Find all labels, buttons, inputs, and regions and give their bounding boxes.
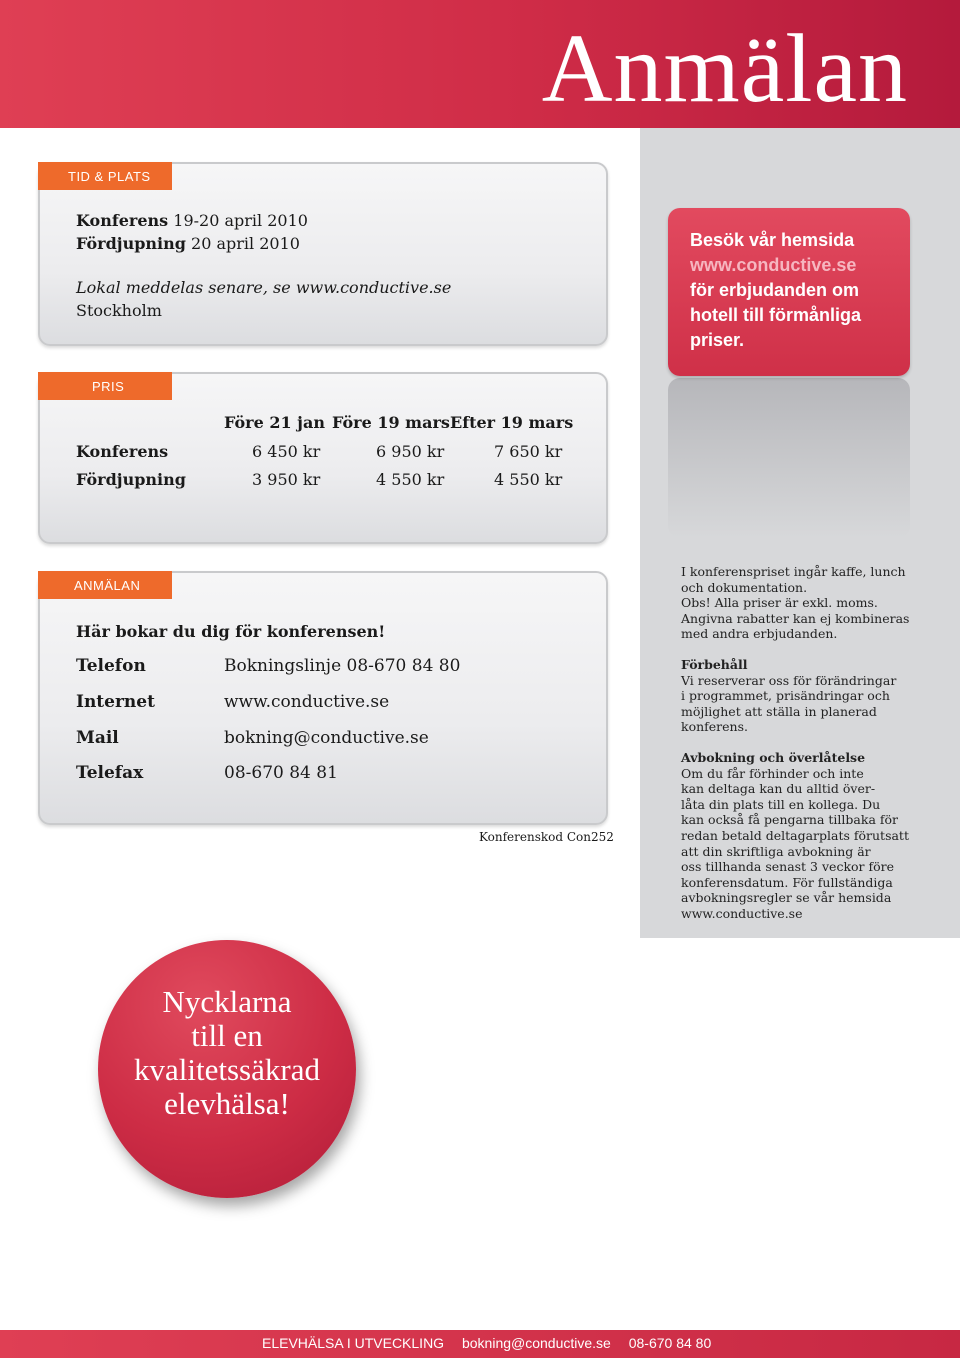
- slogan-line: elevhälsa!: [164, 1086, 290, 1121]
- konferens-label: Konferens: [76, 211, 169, 230]
- konferens-date: 19-20 april 2010: [173, 211, 308, 230]
- konferenskod: Konferenskod Con252: [479, 830, 614, 844]
- footer-email-link[interactable]: bokning@conductive.se: [461, 1335, 611, 1351]
- avbokning-title: Avbokning och överlåtelse: [681, 749, 866, 765]
- promo-line-5: priser.: [690, 330, 745, 350]
- contact-label: Telefax: [76, 763, 144, 783]
- anmalan-tab: ANMÄLAN: [38, 571, 172, 599]
- mail-link[interactable]: bokning@conductive.se: [224, 728, 429, 748]
- info-url-link[interactable]: www.conductive.se: [681, 905, 803, 921]
- slogan-line: till en: [191, 1018, 263, 1053]
- price-cell: 3 950 kr: [252, 470, 321, 489]
- promo-reflection: [668, 378, 910, 538]
- info-line: oss tillhanda senast 3 veckor före: [681, 859, 895, 875]
- price-row-label: Fördjupning: [76, 470, 186, 489]
- info-line: Obs! Alla priser är exkl. moms.: [681, 595, 878, 611]
- info-line: kan också få pengarna tillbaka för: [681, 812, 898, 828]
- fordjupning-date: 20 april 2010: [191, 234, 300, 253]
- telefax-value: 08-670 84 81: [224, 763, 338, 783]
- fordjupning-label: Fördjupning: [76, 234, 186, 253]
- price-cell: 6 950 kr: [376, 442, 445, 461]
- slogan-line: Nycklarna: [162, 984, 292, 1019]
- promo-line-1: Besök vår hemsida: [690, 230, 855, 250]
- footer-phone: 08-670 84 80: [628, 1335, 712, 1351]
- info-line: kan deltaga kan du alltid över-: [681, 781, 876, 797]
- info-line: med andra erbjudanden.: [681, 626, 838, 642]
- info-line: låta din plats till en kollega. Du: [681, 796, 881, 812]
- info-line: redan betald deltagarplats förutsatt: [681, 827, 909, 843]
- info-line: i programmet, prisändringar och: [681, 688, 890, 704]
- slogan-text: [98, 985, 356, 1121]
- footer-brand: ELEVHÄLSA I UTVECKLING: [262, 1335, 445, 1351]
- info-line: Vi reserverar oss för förändringar: [681, 672, 897, 688]
- tid-plats-tab: TID & PLATS: [38, 162, 172, 190]
- info-line: avbokningsregler se vår hemsida: [681, 890, 892, 906]
- info-line: I konferenspriset ingår kaffe, lunch: [681, 564, 906, 579]
- price-cell: 4 550 kr: [494, 470, 563, 489]
- info-line: och dokumentation.: [681, 579, 808, 595]
- promo-line-4: hotell till förmånliga: [690, 305, 862, 325]
- price-cell: 6 450 kr: [252, 442, 321, 461]
- pris-tab: PRIS: [38, 372, 172, 400]
- promo-box: [668, 208, 910, 376]
- contact-label: Mail: [76, 728, 119, 748]
- page-title: Anmälan: [541, 15, 908, 123]
- slogan-line: kvalitetssäkrad: [134, 1052, 320, 1087]
- contact-label: Telefon: [76, 656, 146, 676]
- info-line: Om du får förhinder och inte: [681, 765, 864, 781]
- footer-text: [262, 1335, 725, 1351]
- internet-link[interactable]: www.conductive.se: [224, 692, 390, 712]
- price-col-3: Efter 19 mars: [450, 413, 574, 432]
- telefon-value[interactable]: Bokningslinje 08-670 84 80: [224, 656, 461, 676]
- contact-label: Internet: [76, 692, 155, 712]
- info-line: Angivna rabatter kan ej kombineras: [681, 610, 910, 626]
- lokal-text: Lokal meddelas senare, se www.conductive.se: [76, 278, 452, 297]
- fordjupning-date-line: [76, 232, 300, 255]
- price-row-label: Konferens: [76, 442, 169, 461]
- price-cell: 4 550 kr: [376, 470, 445, 489]
- info-line: konferens.: [681, 719, 748, 735]
- konferens-date-line: [76, 209, 308, 232]
- price-col-2: Före 19 mars: [332, 413, 450, 432]
- price-cell: 7 650 kr: [494, 442, 563, 461]
- info-line: konferensdatum. För fullständiga: [681, 874, 893, 890]
- stad-text: Stockholm: [76, 301, 162, 320]
- info-column: [681, 564, 931, 921]
- info-line: möjlighet att ställa in planerad: [681, 703, 877, 719]
- forbehall-title: Förbehåll: [681, 656, 748, 672]
- promo-line-3: för erbjudanden om: [690, 280, 860, 300]
- anmalan-heading: Här bokar du dig för konferensen!: [76, 622, 386, 641]
- info-line: att din skriftliga avbokning är: [681, 843, 871, 859]
- promo-url-link[interactable]: www.conductive.se: [690, 255, 857, 275]
- price-col-1: Före 21 jan: [224, 413, 325, 432]
